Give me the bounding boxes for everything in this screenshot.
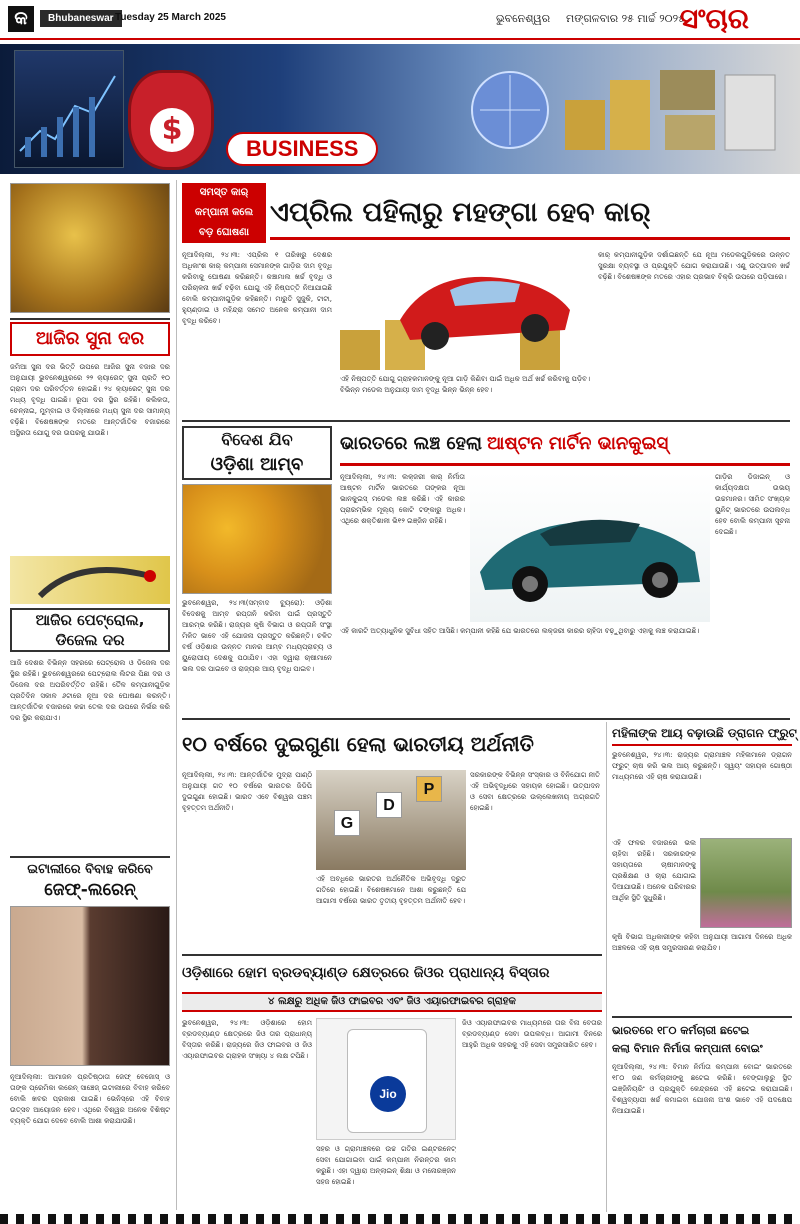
economy-headline: ୧୦ ବର୍ଷରେ ଦୁଇଗୁଣା ହେଲା ଭାରତୀୟ ଅର୍ଥନୀତି [182, 732, 534, 756]
cars-text-col3: କାର୍ କମ୍ପାନୀଗୁଡ଼ିକ ଦର୍ଶାଇଛନ୍ତି ଯେ ନୂଆ ମଡେଲଗୁଡ଼ିକରେ ଉନ୍ନତ ସୁରକ୍ଷା ବ୍ୟବସ୍ଥା ଓ ପ୍ରଯୁକ୍ତି ଯୋଗ କରାଯାଉଛି। ଏଣୁ ଉତ୍ପାଦନ ଖର୍ଚ୍ଚ ବଢ଼ିଛି। ବିଶେଷଜ୍ଞଙ୍କ ମତରେ ଏହାର ପ୍ରଭାବ ବିକ୍ରି ଉପରେ ପଡ଼ିପାରେ। [598, 251, 790, 281]
aston-headline-part1: ଭାରତରେ ଲଞ୍ଚ ହେଲା [340, 433, 482, 454]
jio-text-col3: ଜିଓ ଏୟାରଫାଇବର ମାଧ୍ୟମରେ ତାର ବିନା ବେତାର ବ୍ରଡବ୍ୟାଣ୍ଡ ସେବା ଉପଲବ୍ଧ। ଆଗାମୀ ଦିନରେ ଆହୁରି ଅଧିକ ସହରକୁ ଏହି ସେବା ସମ୍ପ୍ରସାରିତ ହେବ। [462, 1019, 602, 1049]
red-car-icon [340, 250, 590, 370]
jio-router-device [347, 1029, 427, 1133]
gold-rate-text: ଜମିଆ ସୁନା ଦର ଭିତ୍ତି ଉପରେ ଆଜିର ସୁନା ବଜାର ଦର ଅନୁଯାୟୀ ଭୁବନେଶ୍ୱରରେ ୨୨ କ୍ୟାରେଟ୍ ସୁନା ପ୍ରତି ୧୦ ଗ୍ରାମ ଦର ପରିବର୍ତ୍ତନ ହୋଇଛି। ୨୪ କ୍ୟାରେଟ୍ ସୁନା ଦର ମଧ୍ୟ ବୃଦ୍ଧି ପାଇଛି। ରୂପା ଦର ସ୍ଥିର ରହିଛି। କଲିକତା, ଚେନ୍ନାଇ, ମୁମ୍ବାଇ ଓ ଦିଲ୍ଲୀରେ ମଧ୍ୟ ସୁନା ଦର ସାମାନ୍ୟ ବଢ଼ିଛି। ବିଶେଷଜ୍ଞଙ୍କ ମତରେ ଆନ୍ତର୍ଜାତିକ ବଜାରରେ ଅସ୍ଥିରତା ଯୋଗୁ ଦର ଉପରକୁ ଯାଉଛି। [10, 363, 170, 437]
gold-jewellery-photo [10, 183, 170, 313]
divider [182, 420, 790, 422]
mango-heading-line1: ବିଦେଶ ଯିବ [221, 430, 293, 449]
gold-rate-heading: ଆଜିର ସୁନା ଦର [35, 328, 145, 349]
cars-text-col2: ଏହି ନିଷ୍ପତ୍ତି ଯୋଗୁ ଗ୍ରାହକମାନଙ୍କୁ ନୂଆ ଗାଡ଼ି କିଣିବା ପାଇଁ ଅଧିକ ଅର୍ଥ ଖର୍ଚ୍ଚ କରିବାକୁ ପଡ଼ିବ। ବିଭିନ୍ନ ମଡେଲ ଅନୁଯାୟୀ ଦାମ ବୃଦ୍ଧି ଭିନ୍ନ ଭିନ୍ନ ହେବ। [340, 375, 590, 394]
date-odia: ମଙ୍ଗଳବାର ୨୫ ମାର୍ଚ୍ଚ ୨୦୨୫ [566, 12, 685, 25]
teal-car-icon [470, 472, 710, 622]
jio-logo: Jio [370, 1076, 406, 1112]
jio-text-col1: ଭୁବନେଶ୍ୱର, ୨୪।୩: ଓଡ଼ିଶାରେ ହୋମ ବ୍ରଡବ୍ୟାଣ୍ଡ କ୍ଷେତ୍ରରେ ଜିଓ ତାର ପ୍ରାଧାନ୍ୟ ବିସ୍ତାର କରିଛି। ରାଜ୍ୟରେ ଜିଓ ଫାଇବର ଓ ଜିଓ ଏୟାରଫାଇବର ଗ୍ରାହକ ସଂଖ୍ୟା ୪ ଲକ୍ଷ ଟପିଛି। [182, 1019, 312, 1060]
divider [182, 954, 602, 956]
city-tag: Bhubaneswar [40, 10, 122, 27]
mango-heading-box [182, 426, 332, 480]
city-odia: ଭୁବନେଶ୍ୱର [496, 12, 551, 25]
aston-text-col3: ଗାଡ଼ିର ଡିଜାଇନ୍ ଓ କାର୍ଯ୍ୟଦକ୍ଷତା ଉଭୟ ଉଚ୍ଚମାନର। ସୀମିତ ସଂଖ୍ୟକ ୟୁନିଟ୍ ଭାରତରେ ଉପଲବ୍ଧ ହେବ ବୋଲି କମ୍ପାନୀ ସୂଚନା ଦେଇଛି। [715, 473, 790, 536]
boeing-text: ନୂଆଦିଲ୍ଲୀ, ୨୪।୩: ବିମାନ ନିର୍ମାତା କମ୍ପାନୀ ବୋଇଂ ଭାରତରେ ୧୮୦ ଜଣ କର୍ମଚାରୀଙ୍କୁ ଛଟେଇ କରିଛି। ବେଙ୍ଗାଲୁରୁ ସ୍ଥିତ ଇଞ୍ଜିନିୟରିଂ ଓ ପ୍ରଯୁକ୍ତି କେନ୍ଦ୍ରରେ ଏହି ଛଟେଇ କରାଯାଇଛି। ବିଶ୍ୱବ୍ୟାପୀ ଖର୍ଚ୍ଚ କମାଇବା ଯୋଜନା ଅଂଶ ଭାବେ ଏହି ପଦକ୍ଷେପ ନିଆଯାଇଛି। [612, 1063, 792, 1115]
dragon-fruit-farm-photo [700, 838, 792, 928]
date-english: Tuesday 25 March 2025 [115, 12, 226, 23]
jio-device-image [316, 1018, 456, 1140]
couple-photo [10, 906, 170, 1066]
cars-text-col1: ନୂଆଦିଲ୍ଲୀ, ୨୪।୩: ଏପ୍ରିଲ ୧ ତାରିଖରୁ ଦେଶର ଅଧିକାଂଶ କାର୍ କମ୍ପାନୀ ସେମାନଙ୍କ ଗାଡ଼ିର ଦାମ ବୃଦ୍ଧି କରିବାକୁ ଘୋଷଣା କରିଛନ୍ତି। କଞ୍ଚାମାଲ ଖର୍ଚ୍ଚ ବୃଦ୍ଧି ଓ ପରିଚାଳନା ଖର୍ଚ୍ଚ ବଢ଼ିବା ଯୋଗୁ ଏହି ନିଷ୍ପତ୍ତି ନିଆଯାଇଛି ବୋଲି କମ୍ପାନୀଗୁଡ଼ିକ କହିଛନ୍ତି। ମାରୁତି ସୁଜୁକି, ଟାଟା, ହ୍ୟୁଣ୍ଡାଇ ଓ ମହିନ୍ଦ୍ରା ସମେତ ଅନେକ କମ୍ପାନୀ ଦାମ ବୃଦ୍ଧି କରିବେ। [182, 251, 332, 325]
jio-text-col2: ସହର ଓ ଗ୍ରାମାଞ୍ଚଳରେ ଉଚ୍ଚ ଗତିର ଇଣ୍ଟରନେଟ୍ ସେବା ଯୋଗାଇବା ପାଇଁ କମ୍ପାନୀ ନିରନ୍ତର କାମ କରୁଛି। ଏହା ଦ୍ୱାରା ଅନ୍‌ଲାଇନ୍ ଶିକ୍ଷା ଓ ମନୋରଞ୍ଜନ ସହଜ ହୋଇଛି। [316, 1145, 456, 1186]
dragon-headline: ମହିଳାଙ୍କ ଆୟ ବଢ଼ାଉଛି ଡ୍ରାଗନ ଫ୍ରୁଟ୍ [612, 722, 792, 746]
divider [10, 318, 170, 320]
print-registration-bar [0, 1214, 800, 1224]
mango-photo [182, 484, 332, 594]
dollar-sign-icon: $ [150, 108, 194, 152]
stock-market-image [14, 50, 124, 168]
wedding-heading-line2: ଜେଫ୍-ଲରେନ୍ [44, 880, 136, 900]
section-logo: କ [8, 6, 34, 32]
mango-heading-line2: ଓଡ଼ିଶା ଆମ୍ବ [210, 454, 304, 475]
car-on-coins-image [340, 250, 590, 370]
aston-text-bottom: ଏହି କାରଟି ଅତ୍ୟାଧୁନିକ ସୁବିଧା ସହିତ ଆସିଛି। କମ୍ପାନୀ କହିଛି ଯେ ଭାରତରେ ଲକ୍ଜରୀ କାରର ଚାହିଦା ବଢ଼ୁଥିବାରୁ ଏହାକୁ ଲଞ୍ଚ କରାଯାଇଛି। [340, 627, 700, 635]
divider [612, 1016, 792, 1018]
boeing-headline-line1: ଭାରତରେ ୧୮୦ କର୍ମଚାରୀ ଛଟେଇ [612, 1024, 750, 1037]
jio-headline: ଓଡ଼ିଶାରେ ହୋମ ବ୍ରଡବ୍ୟାଣ୍ଡ କ୍ଷେତ୍ରରେ ଜିଓର ପ୍ରାଧାନ୍ୟ ବିସ୍ତାର [182, 965, 550, 981]
column-divider [606, 722, 607, 1212]
divider [182, 718, 790, 720]
cars-kicker-line2: କମ୍ପାନୀ କଲେ [194, 207, 254, 218]
gold-coins-illustration [470, 60, 780, 160]
economy-text-col2: ଏହି ଅବଧିରେ ଭାରତର ଅର୍ଥନୈତିକ ଅଭିବୃଦ୍ଧି ଦ୍ରୁତ ଗତିରେ ହୋଇଛି। ବିଶେଷଜ୍ଞମାନେ ଆଶା କରୁଛନ୍ତି ଯେ ଆଗାମୀ ବର୍ଷରେ ଭାରତ ତୃତୀୟ ବୃହତ୍ତମ ଅର୍ଥନୀତି ହେବ। [316, 875, 466, 905]
boeing-headline-line2: କଲା ବିମାନ ନିର୍ମାତା କମ୍ପାନୀ ବୋଇଂ [612, 1042, 763, 1055]
wedding-text: ନୂଆଦିଲ୍ଲୀ: ଆମାଜନ ପ୍ରତିଷ୍ଠାତା ଜେଫ୍ ବେଜୋସ୍ ଓ ତାଙ୍କ ପ୍ରେମିକା ଲରେନ୍ ସାଞ୍ଚେଜ୍ ଇଟାଲୀରେ ବିବାହ କରିବେ ବୋଲି ଖବର ପ୍ରକାଶ ପାଇଛି। ଭେନିସ୍‌ରେ ଏହି ବିବାହ ଉତ୍ସବ ଆୟୋଜନ ହେବ। ଏଥିରେ ବିଶ୍ୱର ଅନେକ ବିଶିଷ୍ଟ ବ୍ୟକ୍ତି ଯୋଗ ଦେବେ ବୋଲି ଆଶା କରାଯାଉଛି। [10, 1073, 170, 1125]
cars-kicker-line3: ବଡ଼ ଘୋଷଣା [199, 227, 249, 238]
petrol-rate-text: ଆଜି ଦେଶର ବିଭିନ୍ନ ସହରରେ ପେଟ୍ରୋଲ ଓ ଡିଜେଲ ଦର ସ୍ଥିର ରହିଛି। ଭୁବନେଶ୍ୱରରେ ପେଟ୍ରୋଲ ଲିଟର ପିଛା ଦର ଓ ଡିଜେଲ ଦର ଅପରିବର୍ତ୍ତିତ ରହିଛି। ତୈଳ କମ୍ପାନୀଗୁଡ଼ିକ ପ୍ରତିଦିନ ସକାଳ ୬ଟାରେ ନୂଆ ଦର ଘୋଷଣା କରନ୍ତି। ଆନ୍ତର୍ଜାତିକ ବଜାରରେ କଚ୍ଚା ତେଲ ଦର ଉପରେ ନିର୍ଭର କରି ଦର ସ୍ଥିର କରାଯାଏ। [10, 659, 170, 722]
cars-kicker-line1: ସମସ୍ତ କାର୍ [199, 187, 249, 198]
aston-headline [340, 426, 790, 466]
business-section-label: BUSINESS [226, 132, 378, 166]
jio-subhead: ୪ ଲକ୍ଷରୁ ଅଧିକ ଜିଓ ଫାଇବର ଏବଂ ଜିଓ ଏୟାରଫାଇବର ଗ୍ରାହକ [182, 992, 602, 1012]
newspaper-masthead: ସଂଚାର [680, 2, 749, 35]
dragon-text-col2: ଏହି ଫଳର ବଜାରରେ ଭଲ ଚାହିଦା ରହିଛି। ସରକାରଙ୍କ ସହାୟତାରେ ଚାଷୀମାନଙ୍କୁ ପ୍ରଶିକ୍ଷଣ ଓ ଚାରା ଯୋଗାଇ ଦିଆଯାଉଛି। ଅନେକ ପରିବାରର ଆର୍ଥିକ ସ୍ଥିତି ସୁଧୁରିଛି। [612, 839, 696, 902]
wedding-heading-line1: ଇଟାଲୀରେ ବିବାହ କରିବେ [27, 862, 153, 877]
cars-kicker-box [182, 183, 266, 243]
column-divider [176, 180, 177, 1210]
aston-car-image [470, 472, 710, 622]
aston-text-col1: ନୂଆଦିଲ୍ଲୀ, ୨୪।୩: ଲକ୍ଜରୀ କାର୍ ନିର୍ମାତା ଆଷ୍ଟନ ମାର୍ଟିନ ଭାରତରେ ତାଙ୍କର ନୂଆ ଭାନକୁଇସ୍ ମଡେଲ ଲଞ୍ଚ କରିଛି। ଏହି କାରର ପ୍ରାରମ୍ଭିକ ମୂଲ୍ୟ କୋଟି ଟଙ୍କାରୁ ଅଧିକ। ଏଥିରେ ଶକ୍ତିଶାଳୀ ଭି୧୨ ଇଞ୍ଜିନ ରହିଛି। [340, 473, 465, 525]
gold-rate-heading-box [10, 322, 170, 356]
gdp-block-g: G [334, 810, 360, 836]
petrol-rate-heading-line2: ଡିଜେଲ ଦର [55, 631, 125, 649]
aston-headline-part2: ଆଷ୍ଟନ ମାର୍ଟିନ ଭାନକୁଇସ୍ [487, 433, 669, 454]
gdp-image [316, 770, 466, 870]
fuel-nozzle-icon [10, 556, 170, 604]
divider [10, 856, 170, 858]
dragon-text-col3: କୃଷି ବିଭାଗ ଅଧିକାରୀଙ୍କ କହିବା ଅନୁଯାୟୀ ଆଗାମୀ ଦିନରେ ଅଧିକ ଅଞ୍ଚଳରେ ଏହି ଚାଷ ସମ୍ପ୍ରସାରଣ କରାଯିବ। [612, 933, 792, 952]
petrol-rate-heading-line1: ଆଜିର ପେଟ୍ରୋଲ, [35, 611, 145, 629]
petrol-rate-heading-box [10, 608, 170, 652]
chart-graphic-icon [15, 51, 125, 169]
gdp-block-p: P [416, 776, 442, 802]
cars-headline: ଏପ୍ରିଲ ପହିଲାରୁ ମହଙ୍ଗା ହେବ କାର୍ [270, 186, 790, 240]
economy-text-col1: ନୂଆଦିଲ୍ଲୀ, ୨୪।୩: ଆନ୍ତର୍ଜାତିକ ମୁଦ୍ରା ପାଣ୍ଠି ଅନୁଯାୟୀ ଗତ ୧୦ ବର୍ଷରେ ଭାରତର ଜିଡିପି ଦୁଇଗୁଣା ହୋଇଛି। ଭାରତ ଏବେ ବିଶ୍ୱର ପଞ୍ଚମ ବୃହତ୍ତମ ଅର୍ଥନୀତି। [182, 771, 312, 812]
economy-text-col3: ସରକାରଙ୍କ ବିଭିନ୍ନ ସଂସ୍କାର ଓ ବିନିଯୋଗ ନୀତି ଏହି ଅଭିବୃଦ୍ଧିରେ ସହାୟକ ହୋଇଛି। ଉତ୍ପାଦନ ଓ ସେବା କ୍ଷେତ୍ରରେ ଉଲ୍ଲେଖନୀୟ ଅଗ୍ରଗତି ହୋଇଛି। [470, 771, 600, 812]
fuel-pump-image [10, 556, 170, 604]
dragon-text-col1: ଭୁବନେଶ୍ୱର, ୨୪।୩: ରାଜ୍ୟର ଗ୍ରାମାଞ୍ଚଳ ମହିଳାମାନେ ଡ୍ରାଗନ ଫ୍ରୁଟ୍ ଚାଷ କରି ଭଲ ଆୟ କରୁଛନ୍ତି। ସ୍ୱୟଂ ସହାୟକ ଗୋଷ୍ଠୀ ମାଧ୍ୟମରେ ଏହି ଚାଷ କରାଯାଉଛି। [612, 751, 792, 781]
mango-text: ଭୁବନେଶ୍ୱର, ୨୪।୩(ସମ୍ବାଦ ବ୍ୟୁରୋ): ଓଡ଼ିଶା ବିଦେଶକୁ ଆମ୍ବ ରପ୍ତାନି କରିବା ପାଇଁ ପ୍ରସ୍ତୁତି ଆରମ୍ଭ କରିଛି। ରାଜ୍ୟର କୃଷି ବିଭାଗ ଓ ରପ୍ତାନି ସଂସ୍ଥା ମିଳିତ ଭାବେ ଏହି ଯୋଜନା ପ୍ରସ୍ତୁତ କରିଛନ୍ତି। ଚଳିତ ବର୍ଷ ଓଡ଼ିଶାର ଉନ୍ନତ ମାନର ଆମ୍ବ ମଧ୍ୟପ୍ରାଚ୍ୟ ଓ ୟୁରୋପୀୟ ଦେଶକୁ ପଠାଯିବ। ଏହା ଦ୍ୱାରା ଚାଷୀମାନେ ଭଲ ଦର ପାଇବେ ଓ ରାଜ୍ୟର ଆୟ ବୃଦ୍ଧି ପାଇବ। [182, 599, 332, 673]
gdp-block-d: D [376, 792, 402, 818]
